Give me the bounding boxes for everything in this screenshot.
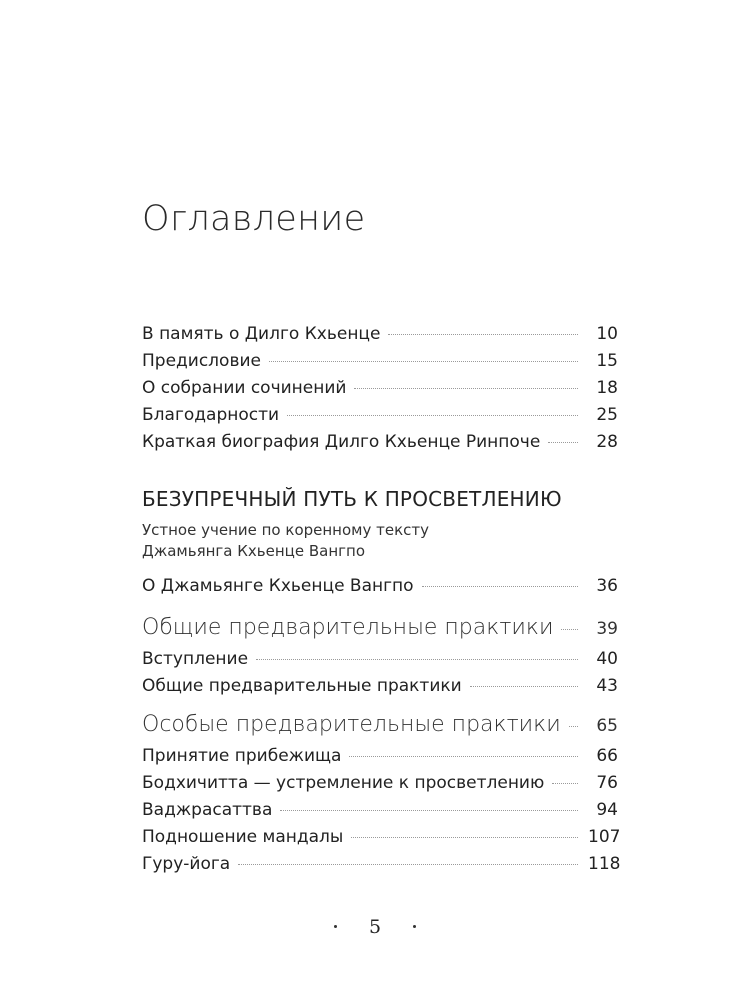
toc-entry-page: 10 (596, 324, 618, 344)
footer-dot-left (334, 925, 337, 928)
toc-entry-label: Ваджрасаттва (142, 800, 273, 820)
dot-leader (422, 585, 578, 587)
dot-leader (280, 809, 578, 811)
toc-entry-page: 25 (596, 405, 618, 425)
toc-entry[interactable] (142, 351, 618, 378)
section-subtitle-line: Джамьянга Кхьенце Вангпо (142, 542, 366, 560)
toc-entry[interactable] (142, 324, 618, 351)
toc-entry-label: Подношение мандалы (142, 827, 344, 847)
toc-entry[interactable] (142, 432, 618, 459)
toc-entry-page: 15 (596, 351, 618, 371)
toc-entry-page: 66 (596, 746, 618, 766)
toc-entry[interactable] (142, 649, 618, 676)
dot-leader (561, 628, 578, 630)
toc-entry[interactable] (142, 746, 618, 773)
toc-part-title-label: Общие предварительные практики (142, 615, 554, 640)
toc-part-title-page: 39 (596, 619, 618, 639)
toc-part-2 (142, 712, 621, 881)
toc-entry-label: Принятие прибежища (142, 746, 342, 766)
section-heading: БЕЗУПРЕЧНЫЙ ПУТЬ К ПРОСВЕТЛЕНИЮ (142, 487, 562, 511)
page-footer (0, 916, 750, 938)
section-subtitle (142, 520, 429, 562)
section-subtitle-line: Устное учение по коренному тексту (142, 521, 430, 539)
toc-entry-page: 76 (596, 773, 618, 793)
toc-entry-page: 40 (596, 649, 618, 669)
toc-entry[interactable] (142, 773, 618, 800)
toc-entry[interactable] (142, 854, 621, 881)
toc-part-1 (142, 615, 618, 703)
toc-entry-label: Благодарности (142, 405, 280, 425)
dot-leader (256, 658, 578, 660)
toc-part-title[interactable] (142, 615, 618, 649)
toc-entry-page: 18 (596, 378, 618, 398)
dot-leader (351, 836, 578, 838)
toc-entry-label: О собрании сочинений (142, 378, 347, 398)
toc-entry-page: 94 (596, 800, 618, 820)
dot-leader (269, 360, 578, 362)
toc-entry-label: О Джамьянге Кхьенце Вангпо (142, 576, 414, 596)
page-number: 5 (368, 916, 382, 938)
toc-entry-page: 28 (596, 432, 618, 452)
dot-leader (548, 441, 578, 443)
toc-entry[interactable] (142, 576, 618, 603)
dot-leader (354, 387, 578, 389)
toc-entry-label: В память о Дилго Кхьенце (142, 324, 381, 344)
toc-entry-page: 43 (596, 676, 618, 696)
toc-intro (142, 576, 618, 603)
toc-entry-label: Бодхичитта — устремление к просветлению (142, 773, 545, 793)
toc-entry[interactable] (142, 800, 618, 827)
toc-entry[interactable] (142, 378, 618, 405)
dot-leader (470, 685, 578, 687)
toc-entry-page: 36 (596, 576, 618, 596)
toc-front-matter (142, 324, 618, 459)
toc-entry[interactable] (142, 827, 621, 854)
toc-entry-label: Гуру-йога (142, 854, 231, 874)
toc-part-title-label: Особые предварительные практики (142, 712, 561, 737)
toc-entry-label: Вступление (142, 649, 249, 669)
dot-leader (349, 755, 578, 757)
toc-entry-label: Предисловие (142, 351, 261, 371)
toc-entry-page: 107 (588, 827, 621, 847)
dot-leader (569, 725, 578, 727)
toc-entry[interactable] (142, 676, 618, 703)
toc-entry-page: 118 (588, 854, 621, 874)
toc-part-title-page: 65 (596, 716, 618, 736)
dot-leader (552, 782, 578, 784)
dot-leader (388, 333, 578, 335)
dot-leader (238, 863, 578, 865)
page-title: Оглавление (142, 199, 366, 239)
toc-entry[interactable] (142, 405, 618, 432)
toc-entry-label: Общие предварительные практики (142, 676, 462, 696)
toc-entry-label: Краткая биография Дилго Кхьенце Ринпоче (142, 432, 541, 452)
footer-dot-right (413, 925, 416, 928)
dot-leader (287, 414, 578, 416)
toc-part-title[interactable] (142, 712, 618, 746)
